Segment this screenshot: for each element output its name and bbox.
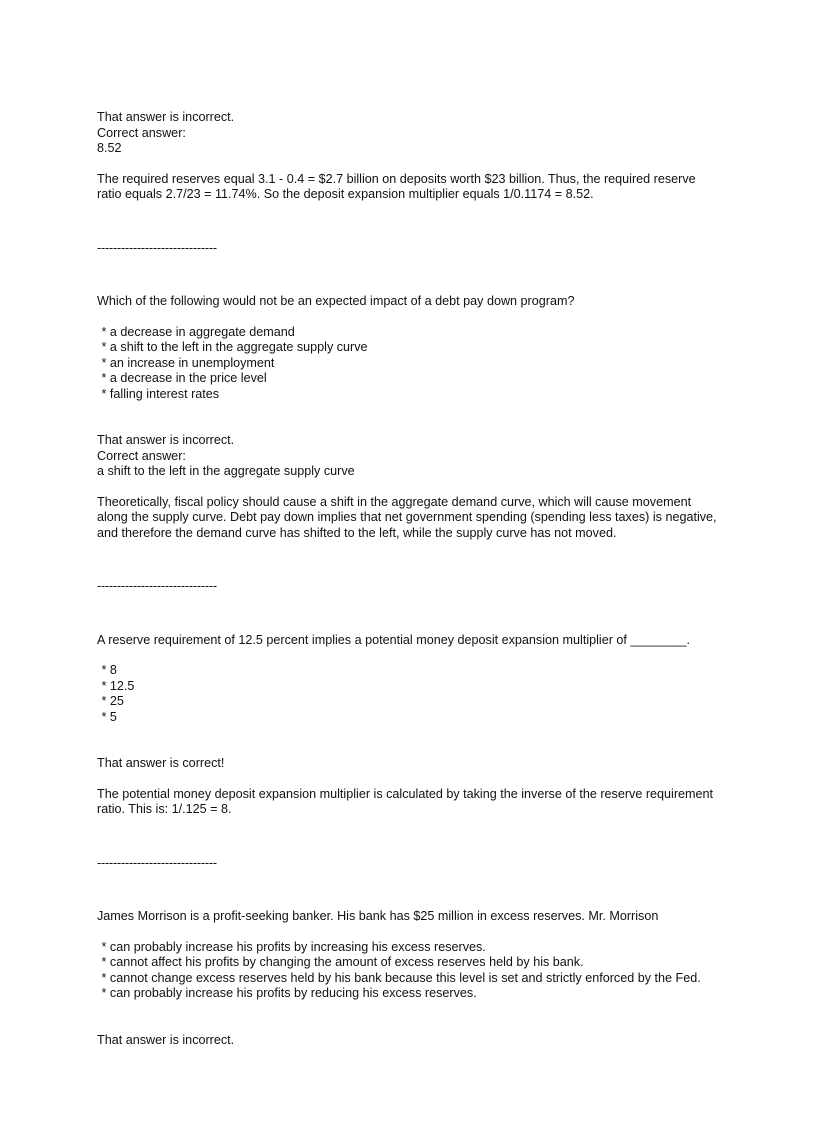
question-text: Which of the following would not be an expected impact of a debt pay down program? [97, 294, 575, 308]
correct-answer-label: Correct answer: [97, 448, 186, 463]
question-4 [97, 909, 717, 1048]
answer-option: * can probably increase his profits by reducing his excess reserves. [98, 986, 477, 1000]
question-text: James Morrison is a profit-seeking banker. His bank has $25 million in excess reserves. Mr. Morrison [97, 909, 659, 923]
separator: ------------------------------ [97, 240, 217, 255]
answer-option: * 12.5 [98, 678, 135, 693]
answer-options [97, 940, 717, 1002]
answer-option: * a shift to the left in the aggregate supply curve [98, 340, 368, 354]
answer-option: * cannot affect his profits by changing the amount of excess reserves held by his bank. [98, 955, 584, 969]
question-text: A reserve requirement of 12.5 percent implies a potential money deposit expansion multiplier of ________. [97, 632, 690, 647]
explanation-text: The potential money deposit expansion multiplier is calculated by taking the inverse of the reserve requirement ratio. This is: 1/.125 = 8. [97, 786, 714, 816]
question-3 [97, 633, 717, 818]
answer-options [97, 325, 717, 403]
answer-option: * falling interest rates [98, 386, 220, 401]
answer-option: * a decrease in aggregate demand [98, 324, 295, 339]
correct-answer-label: Correct answer: [97, 125, 186, 140]
result-text: That answer is incorrect. [97, 1032, 235, 1047]
answer-option: * can probably increase his profits by increasing his excess reserves. [98, 939, 486, 954]
separator: ------------------------------ [97, 855, 217, 870]
answer-options [97, 663, 717, 725]
document-page [97, 110, 717, 1048]
answer-option: * 5 [98, 709, 117, 724]
explanation-text: The required reserves equal 3.1 - 0.4 = $2.7 billion on deposits worth $23 billion. Thus, the required reserve ratio equals 2.7/23 = 11.74%. So the deposit expansion multiplier equals 1/0.1174 = 8.52. [97, 171, 696, 201]
result-text: That answer is incorrect. [97, 110, 235, 124]
correct-answer-value: 8.52 [97, 141, 122, 155]
result-text: That answer is correct! [97, 756, 225, 770]
result-text: That answer is incorrect. [97, 433, 235, 447]
answer-option: * 25 [98, 694, 124, 708]
question-2 [97, 294, 717, 541]
answer-option: * 8 [98, 663, 117, 677]
separator: ------------------------------ [97, 579, 217, 593]
answer-option: * cannot change excess reserves held by his bank because this level is set and strictly enforced by the Fed. [98, 970, 701, 985]
explanation-text: Theoretically, fiscal policy should cause a shift in the aggregate demand curve, which will cause movement along the supply curve. Debt pay down implies that net government spending (spending less taxes) is negative, and therefore the demand curve has shifted to the left, while the supply curve has not moved. [97, 494, 717, 540]
answer-option: * an increase in unemployment [98, 355, 275, 370]
question-1-feedback [97, 110, 717, 203]
answer-option: * a decrease in the price level [98, 371, 267, 385]
correct-answer-value: a shift to the left in the aggregate supply curve [97, 464, 355, 478]
